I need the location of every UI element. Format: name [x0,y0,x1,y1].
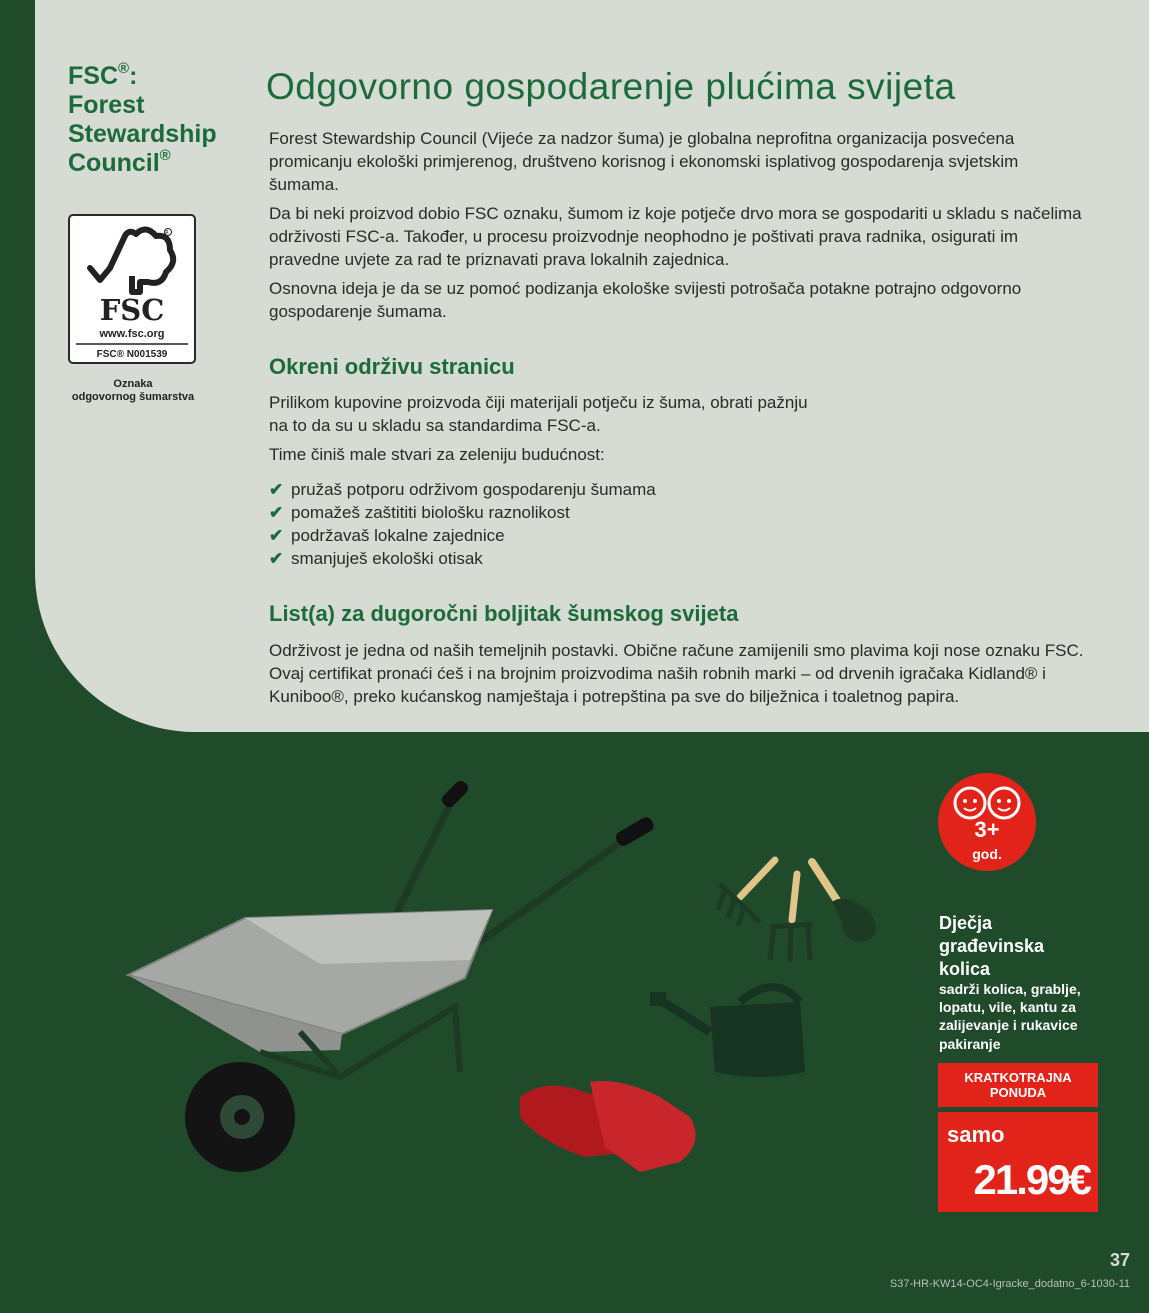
section1-paragraph-2: Time činiš male stvari za zeleniju budućnost: [269,445,605,464]
checkmark-icon: ✔ [269,549,284,568]
price-value: 21.99€ [973,1156,1090,1203]
wheelbarrow-set-image [0,732,930,1232]
list-item-text: pružaš potporu održivom gospodarenju šumama [291,480,656,499]
list-item-text: pomažeš zaštititi biološku raznolikost [291,503,570,522]
fsc-heading-council-reg: ® [159,147,171,164]
fsc-logo [68,214,196,364]
checkmark-icon: ✔ [269,480,284,499]
price-box [938,1112,1098,1212]
intro-paragraph-1: Forest Stewardship Council (Vijeće za nadzor šuma) je globalna neprofitna organizacija posvećena promicanju ekološki primjerenog, društveno korisnog i ekonomski isplativog gospodarenja svjetskim šumama. [269,129,1019,194]
fsc-logo-brand: FSC [99,293,165,327]
deal-label: KRATKOTRAJNA PONUDA [938,1063,1098,1107]
section-title-forest-benefit: List(a) za dugoročni boljitak šumskog svijeta [269,601,739,626]
list-item [269,478,656,501]
article-title: Odgovorno gospodarenje plućima svijeta [266,66,956,107]
fsc-logo-url: www.fsc.org [99,328,165,340]
fsc-heading-abbr: FSC [68,62,118,90]
svg-text:R: R [165,230,169,236]
fsc-heading-forest: Forest [68,91,145,119]
fsc-heading-colon: : [129,62,138,90]
intro-paragraph-2: Da bi neki proizvod dobio FSC oznaku, šumom iz koje potječe drvo mora se gospodariti u skladu s načelima održivosti FSC-a. Također, u procesu proizvodnje neophodno je poštivati prava radnika, osigurati im pravedne uvjete za rad te priznavati prava lokalnih zajednica. [269,204,1082,269]
product-description: sadrži kolica, grablje, lopatu, vile, kantu za zalijevanje i rukavice [939,981,1081,1033]
age-unit: god. [972,846,1002,862]
product-name: Dječja građevinska kolica [939,913,1045,979]
product-packaging: pakiranje [939,1036,1001,1052]
page-number: 37 [1109,1250,1130,1270]
fsc-heading-reg: ® [118,60,130,77]
list-item-text: podržavaš lokalne zajednice [291,526,505,545]
fsc-heading-stewardship: Stewardship [68,120,217,148]
footer-code: S37-HR-KW14-OC4-Igracke_dodatno_6-1030-11 [889,1278,1130,1290]
age-badge [938,773,1036,871]
logo-caption-line-1: Oznaka [113,378,153,390]
age-value: 3+ [974,817,1000,842]
fsc-heading [68,62,248,178]
price-prefix: samo [947,1122,1005,1147]
fsc-tree-check-icon [70,216,194,362]
section1-paragraph-1: Prilikom kupovine proizvoda čiji materijali potječu iz šuma, obrati pažnju na to da su u skladu sa standardima FSC-a. [269,393,808,435]
list-item [269,524,656,547]
list-item-text: smanjuješ ekološki otisak [291,549,483,568]
list-item [269,547,656,570]
section2-paragraph: Održivost je jedna od naših temeljnih postavki. Obične račune zamijenili smo plavima koji nose oznaku FSC. Ovaj certifikat pronaći ćeš i na brojnim proizvodima naših robnih marki – od drvenih igračaka Kidland® i Kuniboo®, preko kućanskog namještaja i potrepština pa sve do bilježnica i toaletnog papira. [269,641,1084,706]
list-item [269,501,656,524]
benefits-checklist [269,478,656,570]
checkmark-icon: ✔ [269,503,284,522]
logo-caption [62,378,204,404]
intro-paragraph-3: Osnovna ideja je da se uz pomoć podizanja ekološke svijesti potrošača potakne potrajno odgovorno gospodarenje šumama. [269,279,1022,321]
fsc-heading-council: Council [68,149,160,177]
fsc-logo-license: FSC® N001539 [96,349,168,360]
section-title-sustainable-page: Okreni održivu stranicu [269,354,515,379]
checkmark-icon: ✔ [269,526,284,545]
logo-caption-line-2: odgovornog šumarstva [71,391,195,403]
